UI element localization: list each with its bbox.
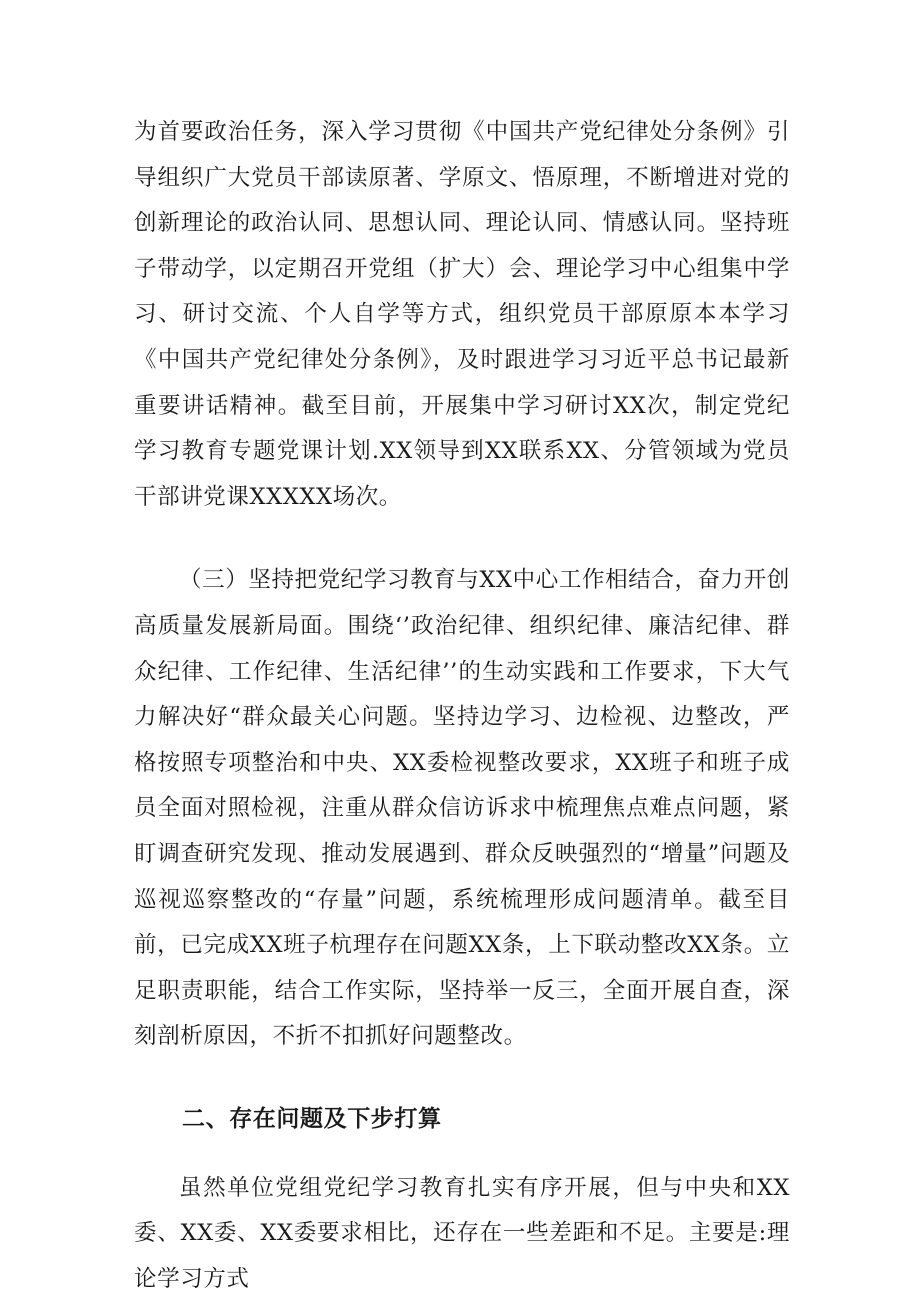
paragraph-spacer	[134, 1060, 790, 1096]
paragraph-spacer	[134, 520, 790, 558]
paragraph-study-implementation: 为首要政治任务，深入学习贯彻《中国共产党纪律处分条例》引导组织广大党员干部读原著、学原文、悟原理，不断增进对党的创新理论的政治认同、思想认同、理论认同、情感认同。坚持班子带动学，以定期召开党组（扩大）会、理论学习中心组集中学习、研讨交流、个人自学等方式，组织党员干部原原本本学习《中国共产党纪律处分条例》，及时跟进学习习近平总书记最新重要讲话精神。截至目前，开展集中学习研讨XX次，制定党纪学习教育专题党课计划.XX领导到XX联系XX、分管领域为党员干部讲党课XXXXX场次。	[134, 119, 790, 510]
paragraph-section-three: （三）坚持把党纪学习教育与XX中心工作相结合，奋力开创高质量发展新局面。围绕‘’政治纪律、组织纪律、廉洁纪律、群众纪律、工作纪律、生活纪律’’的生动实践和工作要求，下大气力解决好“群众最关心问题。坚持边学习、边检视、边整改，严格按照专项整治和中央、XX委检视整改要求，XX班子和班子成员全面对照检视，注重从群众信访诉求中梳理焦点难点问题，紧盯调查研究发现、推动发展遇到、群众反映强烈的“增量”问题及巡视巡察整改的“存量”问题，系统梳理形成问题清单。截至目前，已完成XX班子杭理存在问题XX条，上下联动整改XX条。立足职责职能，结合工作实际，坚持举一反三，全面开展自查，深刻剖析原因，不折不扣抓好问题整改。	[134, 567, 790, 1050]
paragraph-spacer	[134, 1142, 790, 1166]
document-body	[134, 110, 790, 1303]
section-heading: 二、存在问题及下步打算	[182, 1105, 442, 1132]
paragraph-problems-intro: 虽然单位党组党纪学习教育扎实有序开展，但与中央和XX委、XX委、XX委要求相比，还存在一些差距和不足。主要是:理论学习方式	[134, 1174, 790, 1293]
